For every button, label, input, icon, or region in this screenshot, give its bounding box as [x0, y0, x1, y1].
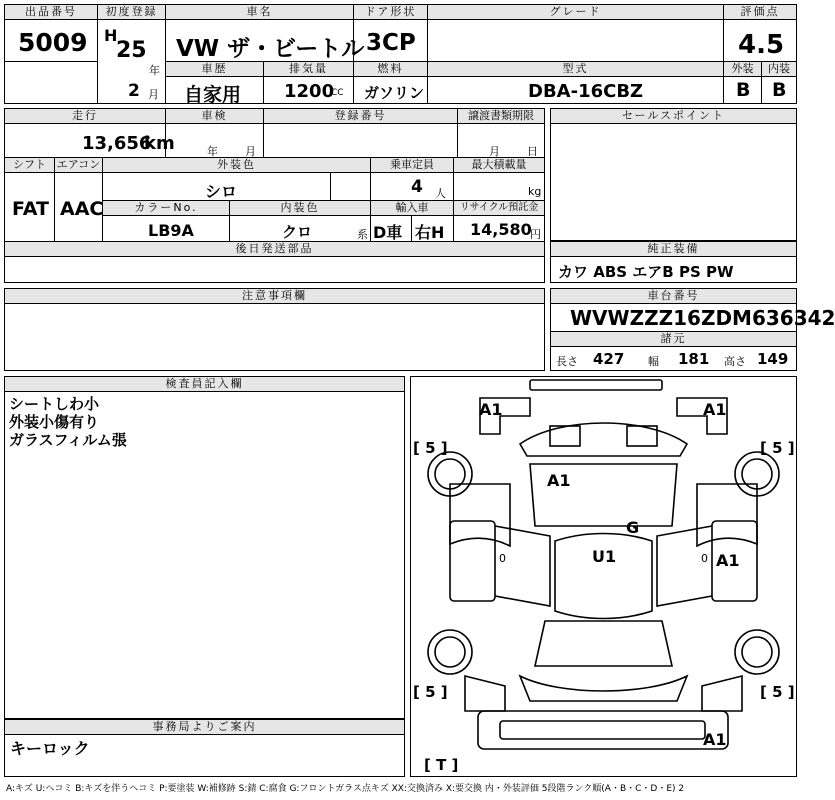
header-max-load: 最大積載量	[454, 158, 544, 173]
tire-right-front: [ 5 ]	[760, 439, 795, 457]
height-label: 高さ	[724, 355, 746, 368]
tire-left-front: [ 5 ]	[413, 439, 448, 457]
int-color-suffix: 系	[357, 228, 368, 241]
header-recycle: リサイクル預託金	[454, 201, 544, 216]
tire-left-rear: [ 5 ]	[413, 683, 448, 701]
tire-right-rear: [ 5 ]	[760, 683, 795, 701]
header-later-parts: 後日発送部品	[5, 242, 544, 257]
steering: 右H	[415, 223, 445, 242]
mark-glass: G	[626, 518, 640, 537]
svg-text:0: 0	[701, 552, 708, 565]
history: 自家用	[184, 84, 242, 106]
inspector-note: ガラスフィルム張	[9, 431, 127, 449]
first-reg-month: 2	[128, 81, 140, 101]
header-genuine: 純正装備	[551, 242, 796, 257]
header-history: 車歴	[166, 62, 263, 77]
header-aircon: エアコン	[56, 158, 101, 171]
header-fuel: 燃料	[354, 62, 427, 77]
legend: A:キズ U:ヘコミ B:キズを伴うヘコミ P:要塗装 W:補修跡 S:錆 C:腐食 G:フロントガラス点キズ XX:交換済み X:要交換 内・外装評価 5段階ランク順(A・B・C・D・E) 2	[6, 784, 685, 794]
fuel: ガソリン	[364, 84, 425, 102]
header-mileage: 走行	[5, 109, 165, 124]
inspection-month-unit: 月	[245, 145, 256, 158]
import-type: D車	[373, 223, 403, 242]
mark-hood: A1	[547, 471, 571, 490]
header-color-no: カラーNo.	[103, 201, 229, 216]
header-lot: 出品番号	[5, 5, 97, 20]
color-no: LB9A	[148, 221, 194, 240]
transfer-day-unit: 日	[527, 145, 538, 158]
height: 149	[757, 350, 789, 368]
header-int-color: 内装色	[230, 201, 370, 216]
recycle-unit: 円	[530, 228, 541, 241]
header-capacity: 乗車定員	[371, 158, 453, 173]
inspection-year-unit: 年	[207, 145, 218, 158]
svg-text:0: 0	[499, 552, 506, 565]
header-dims: 諸元	[551, 331, 796, 347]
mark-right-door: A1	[716, 551, 740, 570]
tire-trunk: [ T ]	[424, 756, 459, 774]
header-ext-color: 外装色	[103, 158, 370, 173]
capacity: 4	[411, 177, 423, 197]
capacity-unit: 人	[435, 187, 446, 200]
year-unit: 年	[149, 64, 160, 77]
max-load-unit: kg	[528, 185, 542, 198]
transfer-month-unit: 月	[489, 145, 500, 158]
model-code: DBA-16CBZ	[528, 81, 644, 102]
header-ext: 外装	[724, 62, 761, 77]
header-displacement: 排気量	[264, 62, 353, 77]
header-inspector: 検査員記入欄	[5, 377, 404, 392]
ext-color: シロ	[205, 182, 238, 201]
shift: FAT	[12, 198, 49, 220]
mark-rear: A1	[703, 730, 727, 749]
mileage: 13,656	[82, 133, 152, 154]
header-door: ドア形状	[354, 5, 427, 20]
header-caution: 注意事項欄	[5, 289, 544, 304]
width-label: 幅	[648, 355, 659, 368]
length-label: 長さ	[556, 355, 578, 368]
int-score: B	[772, 79, 787, 101]
month-unit: 月	[148, 88, 159, 101]
header-grade: グレード	[428, 5, 723, 20]
car-name: VW ザ・ビートル	[176, 36, 365, 62]
inspector-note: シートしわ小	[9, 395, 100, 413]
header-inspection: 車検	[166, 109, 263, 124]
ext-score: B	[736, 79, 751, 101]
mileage-unit: km	[144, 133, 175, 154]
inspector-note: 外装小傷有り	[9, 413, 100, 431]
recycle-fee: 14,580	[470, 220, 532, 239]
lot-number: 5009	[18, 28, 88, 57]
displacement: 1200	[284, 81, 335, 102]
mark-front-right: A1	[703, 400, 727, 419]
header-first-reg: 初度登録	[98, 5, 165, 20]
header-car-name: 車名	[166, 5, 353, 20]
header-reg-no: 登録番号	[264, 109, 457, 124]
aircon: AAC	[60, 198, 104, 220]
mark-roof: U1	[592, 547, 617, 566]
length: 427	[593, 350, 625, 368]
header-model: 型式	[428, 62, 723, 77]
header-shift: シフト	[5, 158, 54, 173]
int-color: クロ	[282, 223, 313, 241]
car-diagram	[410, 376, 797, 777]
displacement-unit: CC	[331, 88, 344, 98]
header-sales-points: セールスポイント	[551, 109, 796, 124]
mark-front-left: A1	[479, 400, 503, 419]
header-score: 評価点	[724, 5, 796, 20]
header-office: 事務局よりご案内	[5, 720, 404, 735]
era-letter: H	[104, 26, 118, 45]
first-reg-year: 25	[116, 38, 147, 63]
score: 4.5	[738, 30, 785, 60]
door-type: 3CP	[366, 30, 416, 56]
header-chassis: 車台番号	[551, 289, 796, 304]
header-transfer: 譲渡書類期限	[458, 109, 544, 124]
width: 181	[678, 350, 710, 368]
sales-points-box	[550, 108, 797, 241]
header-import: 輸入車	[371, 201, 453, 216]
office-note: キーロック	[10, 739, 90, 758]
chassis-number: WVWZZZ16ZDM636342	[570, 306, 835, 330]
header-int: 内装	[762, 62, 796, 77]
genuine-equipment: カワ ABS エアB PS PW	[558, 263, 734, 281]
